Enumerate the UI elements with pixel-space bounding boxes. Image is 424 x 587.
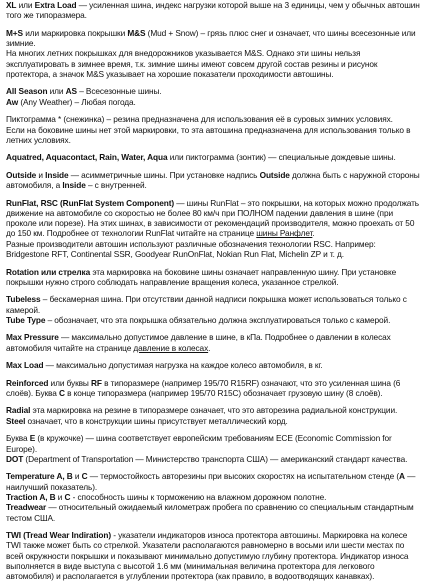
- text: Пиктограмма * (снежинка) – резина предназначена для использования её в суровых зимних условиях.: [6, 114, 393, 125]
- text: (Department of Transportation — Министерство транспорта США) — американский стандарт качества.: [23, 453, 408, 464]
- text: (Mud + Snow) – грязь плюс снег и означает, что шины всесезонные или зимние.: [6, 27, 416, 49]
- text: – бескамерная шина. При отсутствии данной надписи покрышка может использоваться только с камерой.: [6, 294, 407, 315]
- term-m-and-s: M&S: [127, 27, 146, 38]
- term-outside: Outside: [6, 169, 37, 180]
- term-radial: Radial: [6, 405, 31, 416]
- term-steel: Steel: [6, 415, 26, 426]
- text: — асимметричные шины. При установке надпись: [68, 169, 260, 180]
- text: или маркировка покрышки: [23, 27, 128, 38]
- term-all-season: All Season: [6, 86, 48, 97]
- text: — относительный ожидаемый километраж пробега по сравнению со специальным стандартным тестом США.: [6, 502, 414, 523]
- text: Буква: [6, 433, 30, 444]
- text: .: [208, 342, 211, 353]
- term-tubeless: Tubeless: [6, 294, 41, 305]
- text: и: [72, 471, 82, 482]
- term-extra-load: Extra Load: [34, 0, 77, 10]
- text: — максимально допустимая нагрузка на каждое колесо автомобиля, в кг.: [43, 360, 323, 371]
- text: — шины RunFlat – это покрышки, на которых можно продолжать движение на автомобиле со скоростью не более 80 км/ч при ПОЛНОМ падении давления в шине (при проколе или порезе). На этих шинах, в зависимости от рекомендаций производителя, можно проехать от 50 до 150 км. Подробнее от технологии RunFlat читайте на странице: [6, 197, 420, 239]
- term-aw: Aw: [6, 96, 19, 107]
- text: Разные производители автошин используют различные обозначения технологии RSC. Например: Bridgestone RFT, Continental SSR, Goodyear RunOnFlat, Nokian Run Flat, Michelin ZP и т. д.: [6, 238, 376, 260]
- text: или: [47, 86, 66, 97]
- para-temperature: [6, 471, 420, 522]
- para-tubeless: [6, 294, 420, 325]
- term-rf: RF: [91, 377, 102, 388]
- para-radial: [6, 405, 420, 426]
- text: должна быть с наружной стороны автомобиля, а: [6, 169, 420, 191]
- term-as: AS: [65, 86, 77, 97]
- term-reinforced: Reinforced: [6, 377, 49, 388]
- text: эта маркировка на боковине шины означает направленную шину. При установке покрышки нужно строго соблюдать направление вращения колеса, указанное стрелкой.: [6, 266, 397, 287]
- term-inside-2: Inside: [62, 180, 86, 191]
- term-rotation: Rotation или стрелка: [6, 266, 91, 277]
- text: - способность шины к торможению на влажном дорожном полотне.: [70, 491, 327, 502]
- term-dot: DOT: [6, 453, 24, 464]
- para-twi: [6, 530, 420, 581]
- text: и: [36, 169, 46, 180]
- term-e: E: [29, 433, 36, 444]
- text: – Всесезонные шины.: [76, 86, 162, 97]
- para-ms: [6, 28, 420, 79]
- text: – с внутренней.: [85, 180, 147, 191]
- para-reinforced: [6, 378, 420, 399]
- term-max-pressure: Max Pressure: [6, 332, 59, 343]
- term-tube-type: Tube Type: [6, 314, 46, 325]
- term-traction-c: C: [64, 491, 71, 502]
- term-xl: XL: [6, 0, 17, 10]
- text: — усиленная шина, индекс нагрузки которой выше на 3 единицы, чем у обычных автошин того же типоразмера.: [6, 0, 420, 21]
- para-rotation: [6, 267, 420, 288]
- term-ms: M+S: [6, 27, 23, 38]
- text: или пиктограмма (зонтик) — специальные дождевые шины.: [167, 152, 396, 163]
- term-a: A: [399, 471, 405, 482]
- text: эта маркировка на резине в типоразмере означает, что это авторезина радиальной конструкции.: [30, 405, 398, 416]
- term-runflat: RunFlat, RSC (RunFlat System Component): [6, 197, 175, 208]
- text: .: [312, 228, 315, 239]
- term-traction: Traction A, B: [6, 491, 56, 502]
- text: (Any Weather) – Любая погода.: [18, 96, 136, 107]
- para-runflat: [6, 198, 420, 260]
- term-aqua: Aquatred, Aquacontact, Rain, Water, Aqua: [6, 152, 168, 163]
- text: или: [16, 0, 35, 10]
- text: — термостойкость авторезины при высоких скоростях на испытательном стенде (: [87, 471, 400, 482]
- link-wheel-pressure[interactable]: давление в колесах: [133, 342, 209, 353]
- para-outside-inside: [6, 170, 420, 191]
- para-max-load: [6, 360, 420, 370]
- term-inside: Inside: [45, 169, 69, 180]
- text: — максимально допустимое давление в шине, в кПа. Подробнее о давлении в колесах автомобиля читайте на странице: [6, 332, 391, 353]
- para-snowflake: [6, 114, 420, 145]
- para-ece: [6, 433, 420, 464]
- para-aqua: [6, 152, 420, 162]
- text: в типоразмере (например 195/70 R15RF) означают, что это усиленная шина (6 слоёв). Буква: [6, 377, 401, 398]
- text: — наилучший показатель).: [6, 471, 416, 492]
- term-c: C: [58, 387, 65, 398]
- text: Если на боковине шины нет этой маркировки, то эта автошина предназначена для использования только в летних условиях.: [6, 124, 411, 145]
- text: означает, что в конструкции шины присутствует металлический корд.: [25, 415, 288, 426]
- text: или буквы: [48, 377, 91, 388]
- term-outside-2: Outside: [259, 169, 290, 180]
- text: – обозначает, что эта покрышка обязательно должна эксплуатироваться только с камерой.: [45, 314, 391, 325]
- term-treadwear: Treadwear: [6, 502, 47, 513]
- link-runflat-tires[interactable]: шины Ранфлет: [256, 228, 313, 239]
- para-max-pressure: [6, 332, 420, 353]
- text: в конце типоразмера (например 195/70 R15C) обозначает грузовую шину (8 слоёв).: [64, 387, 383, 398]
- term-max-load: Max Load: [6, 360, 44, 371]
- para-xl: [6, 0, 420, 21]
- term-twi: TWI (Tread Wear Indiration): [6, 529, 112, 540]
- term-temperature: Temperature A, B: [6, 471, 73, 482]
- text: - указатели индикаторов износа протектора автошины. Маркировка на колесе TWI также может быть со стрелкой. Указатели располагаются равномерно в восьми или шести местах по всей окружности покрышки и показывают минимально допустимую глубину протектора. Индикатор износа выполняется в виде выступа с высотой 1.6 мм (минимальная величина протектора для легкового автомобиля) и располагается в углублении протектора (как правило, в водоотводящих канавках).: [6, 529, 409, 582]
- para-all-season: [6, 86, 420, 107]
- text: (в кружочке) — шина соответствует европейским требованиям ECE (Economic Commission for Europe).: [6, 433, 392, 454]
- text: и: [55, 491, 65, 502]
- text: На многих летних покрышках для внедорожников указывается M&S. Однако эти шины нельзя эксплуатировать в зимнее время, т.к. зимние шины имеют совсем другой состав резины и рисунок протектора, а значок M&S указывает на хорошие показатели проходимости автошины.: [6, 48, 378, 79]
- term-temperature-c: C: [81, 471, 88, 482]
